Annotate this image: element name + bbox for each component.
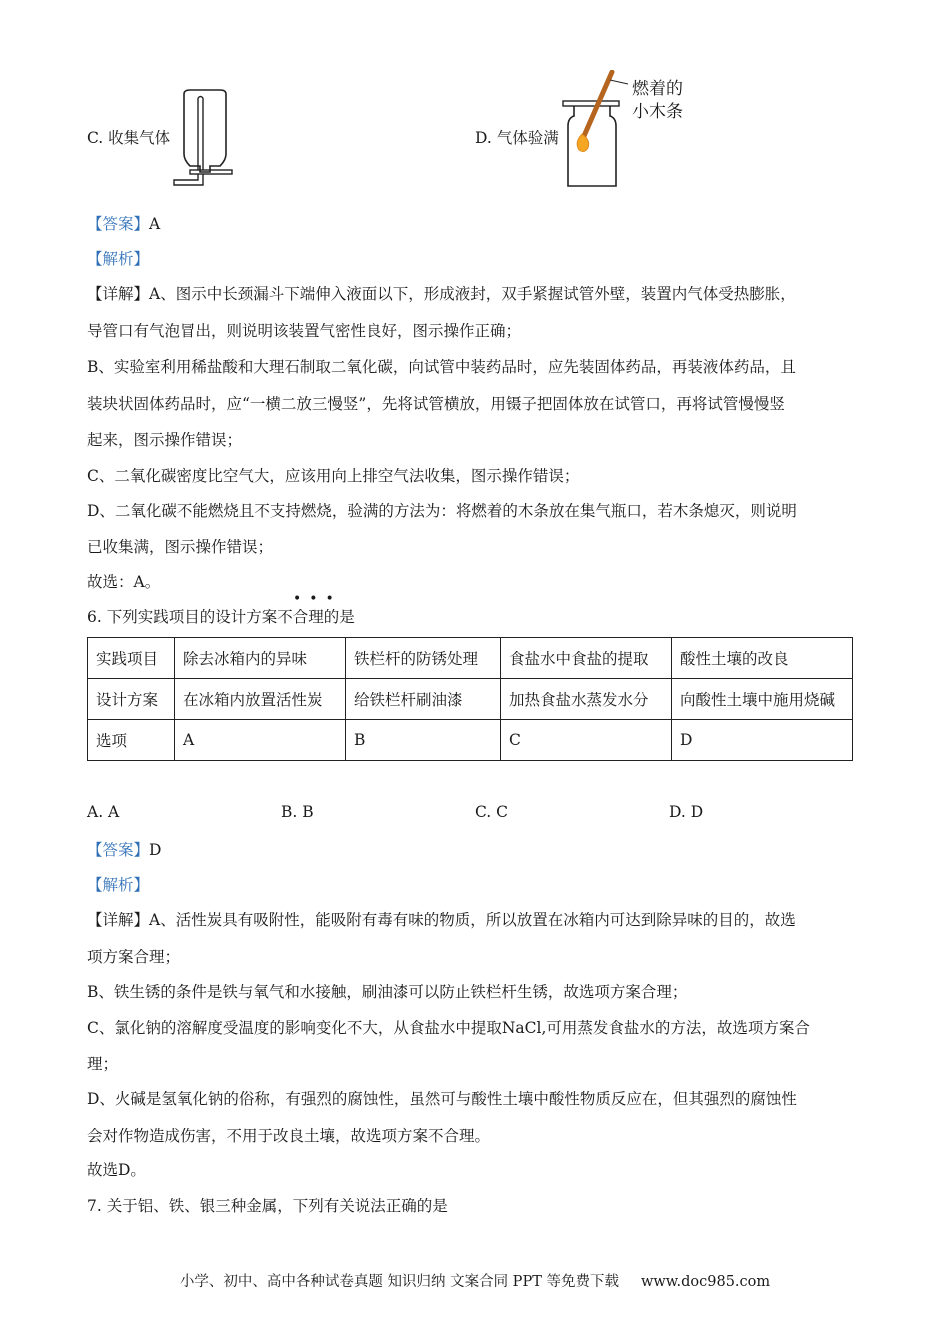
table-cell: 给铁栏杆刷油漆	[346, 679, 501, 720]
table-cell: 加热食盐水蒸发水分	[501, 679, 672, 720]
table-row	[88, 638, 853, 679]
q5-detail-line: 已收集满，图示操作错误；	[87, 538, 274, 556]
q6-detail-line: D、火碱是氢氧化钠的俗称，有强烈的腐蚀性，虽然可与酸性土壤中酸性物质反应在，但其强烈的腐蚀性	[87, 1090, 797, 1108]
footer-url: www.doc985.com	[640, 1274, 771, 1290]
table-cell: 选项	[88, 720, 175, 761]
answer-tag: 【答案】	[87, 841, 150, 859]
table-cell: 食盐水中食盐的提取	[501, 638, 672, 679]
q6-design-table	[87, 637, 853, 761]
q5-detail-line: 【详解】A、图示中长颈漏斗下端伸入液面以下，形成液封，双手紧握试管外壁，装置内气体受热膨胀，	[87, 285, 796, 303]
q6-detail-line: B、铁生锈的条件是铁与氧气和水接触，刷油漆可以防止铁栏杆生锈，故选项方案合理；	[87, 983, 688, 1001]
q5-detail-line: 导管口有气泡冒出，则说明该装置气密性良好，图示操作正确；	[87, 322, 522, 340]
table-cell: A	[175, 720, 346, 761]
footer-text: 小学、初中、高中各种试卷真题 知识归纳 文案合同 PPT 等免费下载	[179, 1274, 619, 1290]
q6-analysis-tag: 【解析】	[87, 876, 150, 894]
q5-detail-line: C、二氧化碳密度比空气大，应该用向上排空气法收集，图示操作错误；	[87, 467, 580, 485]
detail-tag: 【详解】	[87, 911, 150, 929]
table-cell: B	[346, 720, 501, 761]
answer-tag: 【答案】	[87, 215, 150, 233]
table-cell: C	[501, 720, 672, 761]
q6-choice-c: C. C	[475, 803, 509, 821]
q6-choice-b: B. B	[281, 803, 314, 821]
q6-choice-a: A. A	[87, 803, 120, 821]
table-cell: 实践项目	[88, 638, 175, 679]
table-row	[88, 679, 853, 720]
q5-detail-line: 故选：A。	[87, 573, 161, 591]
q6-detail-line: 理；	[87, 1055, 119, 1073]
table-row	[88, 720, 853, 761]
option-d-label: D. 气体验满	[475, 129, 559, 147]
q6-detail-line: 故选D。	[87, 1161, 146, 1179]
q6-choice-d: D. D	[669, 803, 704, 821]
q5-detail-line: D、二氧化碳不能燃烧且不支持燃烧，验满的方法为：将燃着的木条放在集气瓶口，若木条熄灭，则说明	[87, 502, 797, 520]
table-cell: 酸性土壤的改良	[672, 638, 853, 679]
q5-detail-line: B、实验室利用稀盐酸和大理石制取二氧化碳，向试管中装药品时，应先装固体药品，再装液体药品，且	[87, 358, 796, 376]
q5-detail-line: 装块状固体药品时，应“一横二放三慢竖”，先将试管横放，用镊子把固体放在试管口，再将试管慢慢竖	[87, 395, 785, 413]
q5-answer	[87, 212, 160, 234]
table-cell: 在冰箱内放置活性炭	[175, 679, 346, 720]
q6-detail-line: 会对作物造成伤害，不用于改良土壤，故选项方案不合理。	[87, 1127, 491, 1145]
q6-detail-line: 项方案合理；	[87, 948, 181, 966]
burning-stick-callout-line1: 燃着的	[632, 79, 683, 99]
table-cell: D	[672, 720, 853, 761]
q6-stem: 6. 下列实践项目的设计方案不合理的是	[87, 608, 355, 626]
table-cell: 向酸性土壤中施用烧碱	[672, 679, 853, 720]
q6-detail-line: 【详解】A、活性炭具有吸附性，能吸附有毒有味的物质，所以放置在冰箱内可达到除异味的目的，故选	[87, 911, 796, 929]
option-c-label: C. 收集气体	[87, 129, 171, 147]
page-footer	[0, 1270, 950, 1291]
answer-value: A	[149, 215, 161, 233]
table-cell: 除去冰箱内的异味	[175, 638, 346, 679]
gas-full-test-bottle-figure	[560, 70, 640, 192]
burning-stick-callout-line2: 小木条	[632, 102, 683, 122]
emphasis-dots: •••	[293, 591, 342, 607]
q6-answer	[87, 838, 161, 860]
answer-value: D	[149, 841, 162, 859]
table-cell: 铁栏杆的防锈处理	[346, 638, 501, 679]
detail-tag: 【详解】	[87, 285, 150, 303]
table-cell: 设计方案	[88, 679, 175, 720]
gas-collection-bottle-figure	[170, 88, 240, 190]
q5-detail-line: 起来，图示操作错误；	[87, 431, 243, 449]
q7-stem: 7. 关于铝、铁、银三种金属，下列有关说法正确的是	[87, 1197, 448, 1215]
q6-detail-line: C、氯化钠的溶解度受温度的影响变化不大，从食盐水中提取NaCl,可用蒸发食盐水的方法，故选项方案合	[87, 1019, 810, 1037]
q5-analysis-tag: 【解析】	[87, 250, 150, 268]
